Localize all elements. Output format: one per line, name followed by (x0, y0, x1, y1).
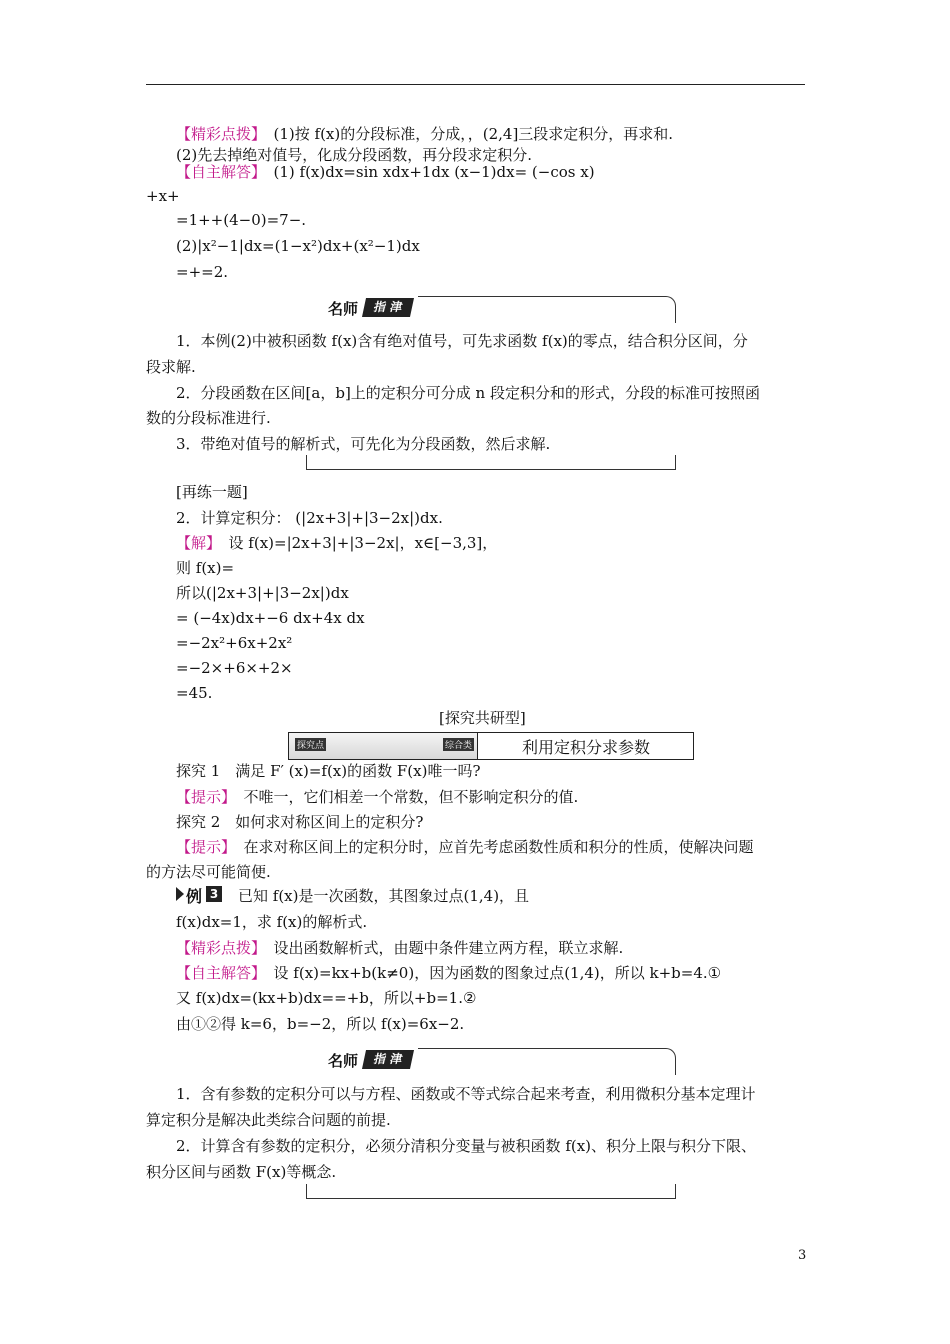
banner-mid-label: 综合类 (443, 738, 474, 751)
tip-frame (418, 296, 676, 323)
hint-text: 设出函数解析式，由题中条件建立两方程，联立求解. (258, 939, 624, 957)
text-line: =45. (176, 684, 213, 702)
example-text: f(x)dx=1，求 f(x)的解析式. (176, 913, 368, 931)
page-number: 3 (798, 1248, 807, 1263)
hint-tag: 【精彩点拨】 (176, 939, 259, 957)
text-line: =−2x²+6x+2x² (176, 634, 293, 652)
example-hint (176, 938, 623, 958)
tip-badge: 指 津 (362, 1050, 414, 1069)
text-line: +x+ (146, 187, 180, 205)
solution-tag: 【解】 (176, 534, 214, 552)
text-line: 所以(|2x+3|+|3−2x|)dx (176, 584, 349, 602)
top-rule (146, 84, 805, 85)
tip-paragraph: 1．本例(2)中被积函数 f(x)含有绝对值号，可先求函数 f(x)的零点，结合积分区间，分 (176, 332, 748, 350)
tip-paragraph: 数的分段标准进行. (146, 409, 271, 427)
tip-paragraph: 段求解. (146, 358, 196, 376)
tip-paragraph: 3．带绝对值号的解析式，可先化为分段函数，然后求解. (176, 435, 551, 453)
example-solution (176, 963, 721, 983)
example-text: 已知 f(x)是一次函数，其图象过点(1,4)，且 (238, 887, 530, 905)
hint-text: (1)按 f(x)的分段标准，分成，，(2,4]三段求定积分，再求和. (258, 125, 674, 143)
tip-paragraph: 1．含有参数的定积分可以与方程、函数或不等式综合起来考查，利用微积分基本定理计 (176, 1085, 756, 1103)
hint-line (176, 124, 673, 144)
hint-text: 在求对称区间上的定积分时，应首先考虑函数性质和积分的性质，使解决问题 (228, 838, 754, 856)
solution-tag: 【自主解答】 (176, 163, 259, 181)
tip-title: 名师 (328, 1052, 359, 1070)
tip-paragraph: 2．计算含有参数的定积分，必须分清积分变量与被积函数 f(x)、积分上限与积分下限、 (176, 1137, 757, 1155)
explore-hint (176, 787, 578, 807)
text-line: = (−4x)dx+−6 dx+4x dx (176, 609, 365, 627)
explore-hint (176, 837, 754, 857)
practice-solution (176, 533, 497, 553)
text-line: (2)|x²−1|dx=(1−x²)dx+(x²−1)dx (176, 237, 420, 255)
text-line: 又 f(x)dx=(kx+b)dx==+b，所以+b=1.② (176, 989, 477, 1007)
tip-box-header (306, 1048, 676, 1074)
example-number: 3 (206, 886, 222, 902)
tip-label (306, 296, 418, 322)
tip-box-footer (306, 1184, 676, 1199)
solution-text: 设 f(x)=kx+b(k≠0)，因为函数的图象过点(1,4)，所以 k+b=4.① (258, 964, 722, 982)
tip-badge: 指 津 (362, 298, 414, 317)
banner-divider (477, 733, 478, 759)
explore-question: 探究 2 如何求对称区间上的定积分? (176, 813, 424, 831)
banner-title: 利用定积分求参数 (521, 738, 650, 757)
hint-tag: 【精彩点拨】 (176, 125, 259, 143)
tip-paragraph: 积分区间与函数 F(x)等概念. (146, 1163, 337, 1181)
tip-frame (418, 1048, 676, 1075)
text-line: 由①②得 k=6，b=−2，所以 f(x)=6x−2. (176, 1015, 465, 1033)
explore-question: 探究 1 满足 F′ (x)=f(x)的函数 F(x)唯一吗? (176, 762, 481, 780)
triangle-icon (176, 887, 184, 901)
text-line: (2)先去掉绝对值号，化成分段函数，再分段求定积分. (176, 146, 533, 164)
text-line: =+=2. (176, 263, 229, 281)
tip-box-footer (306, 455, 676, 470)
solution-text: (1) f(x)dx=sin xdx+1dx (x−1)dx= (−cos x) (258, 163, 595, 181)
explore-banner (288, 732, 694, 760)
text-line: 则 f(x)= (176, 559, 235, 577)
practice-header: [再练一题] (176, 483, 248, 501)
tip-paragraph: 算定积分是解决此类综合问题的前提. (146, 1111, 391, 1129)
example-badge (176, 884, 226, 904)
tip-title: 名师 (328, 300, 359, 318)
practice-question: 2．计算定积分： (|2x+3|+|3−2x|)dx. (176, 509, 443, 527)
solution-tag: 【自主解答】 (176, 964, 259, 982)
example-label: 例 (186, 887, 203, 906)
banner-left-label: 探究点 (295, 738, 326, 751)
solution-line (176, 162, 595, 182)
text-line: 的方法尽可能简便. (146, 863, 271, 881)
hint-tag: 【提示】 (176, 788, 229, 806)
text-line: =−2×+6×+2× (176, 659, 293, 677)
text-line: =1++(4−0)=7−. (176, 211, 307, 229)
tip-label (306, 1048, 418, 1074)
tip-paragraph: 2．分段函数在区间[a，b]上的定积分可分成 n 段定积分和的形式，分段的标准可按照函 (176, 384, 760, 402)
hint-tag: 【提示】 (176, 838, 229, 856)
tip-box-header (306, 296, 676, 322)
explore-header: [探究共研型] (439, 709, 526, 727)
solution-text: 设 f(x)=|2x+3|+|3−2x|，x∈[−3,3]， (213, 534, 498, 552)
hint-text: 不唯一，它们相差一个常数，但不影响定积分的值. (228, 788, 579, 806)
